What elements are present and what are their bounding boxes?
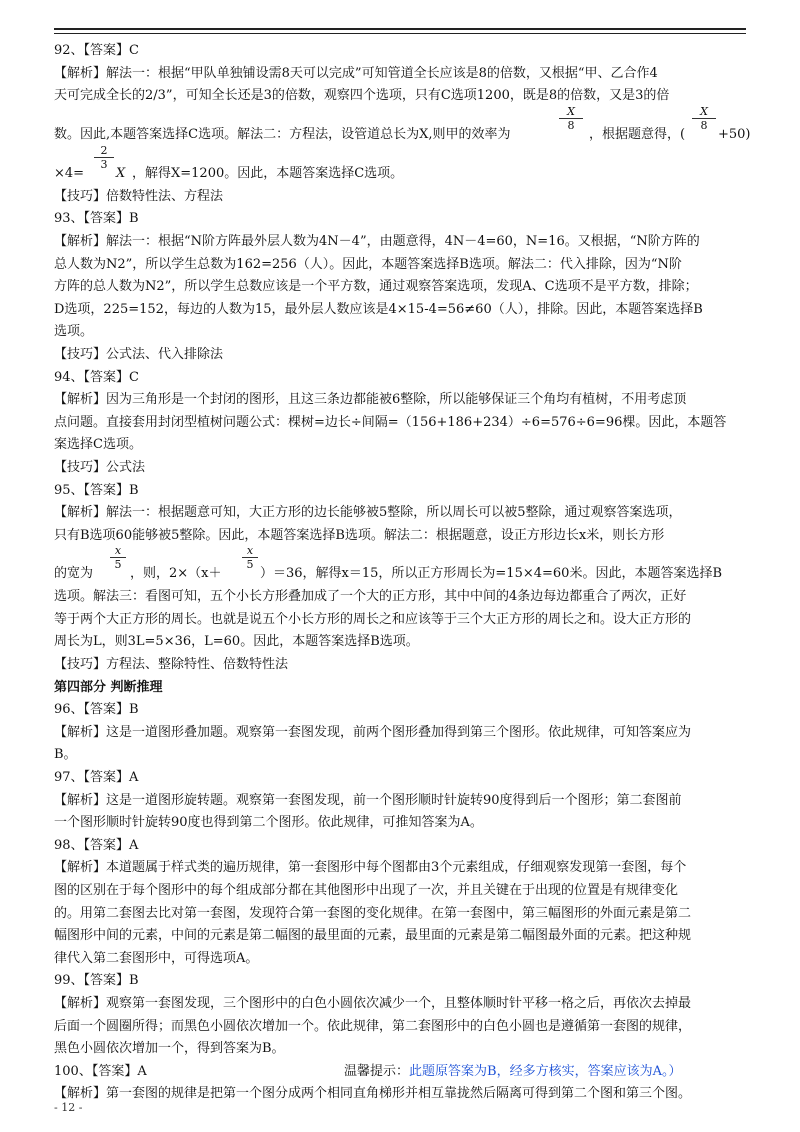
q94-text-3: 案选择C选项。 [54,437,142,453]
q95-text-3 [54,544,748,586]
q96-text-2: B。 [54,747,77,763]
page-number: - 12 - [54,1101,83,1114]
q93-text-2: 总人数为N2”，所以学生总数为162=256（人）。因此，本题答案选择B选项。解法二：代入排除，因为“N阶 [54,256,682,272]
q96-text-1: 【解析】这是一道图形叠加题。观察第一套图发现，前两个图形叠加得到第三个图形。依此规律，可知答案应为 [54,724,692,740]
q95-text-6: 周长为L，则3L=5×36，L=60。因此，本题答案选择B选项。 [54,634,419,650]
q100-note [344,1061,681,1084]
q92-text-3 [54,104,751,147]
q92-text-1: 【解析】解法一：根据“甲队单独铺设需8天可以完成”可知管道全长应该是8的倍数，又根据“甲、乙合作4 [54,65,658,81]
q94-text-1: 【解析】因为三角形是一个封闭的图形，且这三条边都能被6整除，所以能够保证三个角均有植树，不用考虑顶 [54,392,687,408]
header-rule-thin [54,33,746,34]
q94-tip: 【技巧】公式法 [54,459,146,475]
q95-text-3c: ）＝36，解得x＝15，所以正方形周长为=15×4=60米。因此，本题答案选择B [260,566,723,582]
q100-answer-row [54,1061,748,1084]
fraction-two-thirds: $\frac{2}{3}$ [94,144,114,171]
q93-text-3: 方阵的总人数为N2”，所以学生总数应该是一个平方数，通过观察答案选项，发现A、C选项不是平方数，排除； [54,279,698,295]
q93-answer: 93、【答案】B [54,211,139,227]
q100-note-text: 此题原答案为B，经多方核实，答案应该为A。） [409,1063,682,1079]
q99-text-1: 【解析】观察第一套图发现，三个图形中的白色小圆依次减少一个，且整体顺时针平移一格之后，再依次去掉最 [54,995,692,1011]
q92-text-3c: +50) [718,126,751,142]
q100-answer: 100、【答案】A [54,1063,147,1079]
q94-answer: 94、【答案】C [54,369,139,385]
q98-answer: 98、【答案】A [54,837,139,853]
q92-answer: 92、【答案】C [54,43,139,58]
q100-text-1: 【解析】第一套图的规律是把第一个图分成两个相同直角梯形并相互靠拢然后隔离可得到第二个图和第三个图。 [54,1086,692,1102]
section-heading: 第四部分 判断推理 [54,679,163,695]
q100-note-label: 温馨提示： [344,1063,410,1079]
q93-tip: 【技巧】公式法、代入排除法 [54,346,224,362]
fraction-x-over-5: $\frac{x}{5}$ [110,544,126,571]
q92-text-3b: ，根据题意得，( [589,126,686,142]
q92-text-4b: ，解得X=1200。因此，本题答案选择C选项。 [132,165,404,181]
q97-answer: 97、【答案】A [54,770,139,786]
fraction-variable-x: X [116,165,126,181]
q93-text-5: 选项。 [54,324,94,340]
q98-text-4: 幅图形中间的元素，中间的元素是第二幅图的最里面的元素，最里面的元素是第二幅图最外面的元素。把这种规 [54,928,692,944]
q92-text-4 [54,143,748,186]
q98-text-1: 【解析】本道题属于样式类的遍历规律，第一套图形中每个图都由3个元素组成，仔细观察发现第一套图，每个 [54,860,687,876]
fraction-x-over-8: $\frac{X}{8}$ [559,105,583,132]
q94-text-2: 点问题。直接套用封闭型植树问题公式：棵树=边长÷间隔=（156+186+234）÷6=576÷6=96棵。因此，本题答 [54,414,727,430]
q95-text-2: 只有B选项60能够被5整除。因此，本题答案选择B选项。解法二：根据题意，设正方形边长x米，则长方形 [54,527,665,543]
q98-text-5: 律代入第二套图形中，可得选项A。 [54,950,259,966]
q97-text-2: 一个图形顺时针旋转90度也得到第二个图形。依此规律，可推知答案为A。 [54,815,483,831]
q92-text-2: 天可完成全长的2/3”，可知全长还是3的倍数，观察四个选项，只有C选项1200，既是8的倍数，又是3的倍 [54,88,670,104]
q93-text-4: D选项，225=152，每边的人数为15，最外层人数应该是4×15-4=56≠60（人），排除。因此，本题答案选择B [54,301,703,317]
q95-text-3b: ，则，2×（x＋ [130,566,222,582]
q95-tip: 【技巧】方程法、整除特性、倍数特性法 [54,657,289,673]
q97-text-1: 【解析】这是一道图形旋转题。观察第一套图发现，前一个图形顺时针旋转90度得到后一个图形；第二套图前 [54,792,682,808]
q96-answer: 96、【答案】B [54,702,139,718]
q99-text-3: 黑色小圆依次增加一个，得到答案为B。 [54,1041,285,1057]
header-rule-thick [54,28,746,30]
q92-tip: 【技巧】倍数特性法、方程法 [54,188,224,204]
q95-text-4: 选项。解法三：看图可知，五个小长方形叠加成了一个大的正方形，其中中间的4条边每边都重合了两次，正好 [54,589,687,605]
answer-explanations [54,40,751,1106]
q92-text-4a: ×4= [54,165,85,181]
q95-text-5: 等于两个大正方形的周长。也就是说五个小长方形的周长之和应该等于三个大正方形的周长之和。设大正方形的 [54,611,692,627]
fraction-x-over-8-second: $\frac{X}{8}$ [692,105,716,132]
q95-text-1: 【解析】解法一：根据题意可知，大正方形的边长能够被5整除，所以周长可以被5整除，通过观察答案选项， [54,505,682,521]
q95-text-3a: 的宽为 [54,566,94,582]
q92-text-3a: 数。因此,本题答案选择C选项。解法二：方程法，设管道总长为X,则甲的效率为 [54,126,511,142]
q95-answer: 95、【答案】B [54,482,139,498]
q99-text-2: 后面一个圆圈所得；而黑色小圆依次增加一个。依此规律，第二套图形中的白色小圆也是遵循第一套图的规律， [54,1018,692,1034]
q98-text-3: 的。用第二套图去比对第一套图，发现符合第一套图的变化规律。在第一套图中，第三幅图形的外面元素是第二 [54,905,692,921]
q98-text-2: 图的区别在于每个图形中的每个组成部分都在其他图形中出现了一次，并且关键在于出现的位置是有规律变化 [54,883,679,898]
q99-answer: 99、【答案】B [54,973,139,989]
q93-text-1: 【解析】解法一：根据“N阶方阵最外层人数为4N－4”，由题意得，4N－4=60，N=16。又根据，“N阶方阵的 [54,233,700,249]
fraction-x-over-5-second: $\frac{x}{5}$ [242,544,258,571]
